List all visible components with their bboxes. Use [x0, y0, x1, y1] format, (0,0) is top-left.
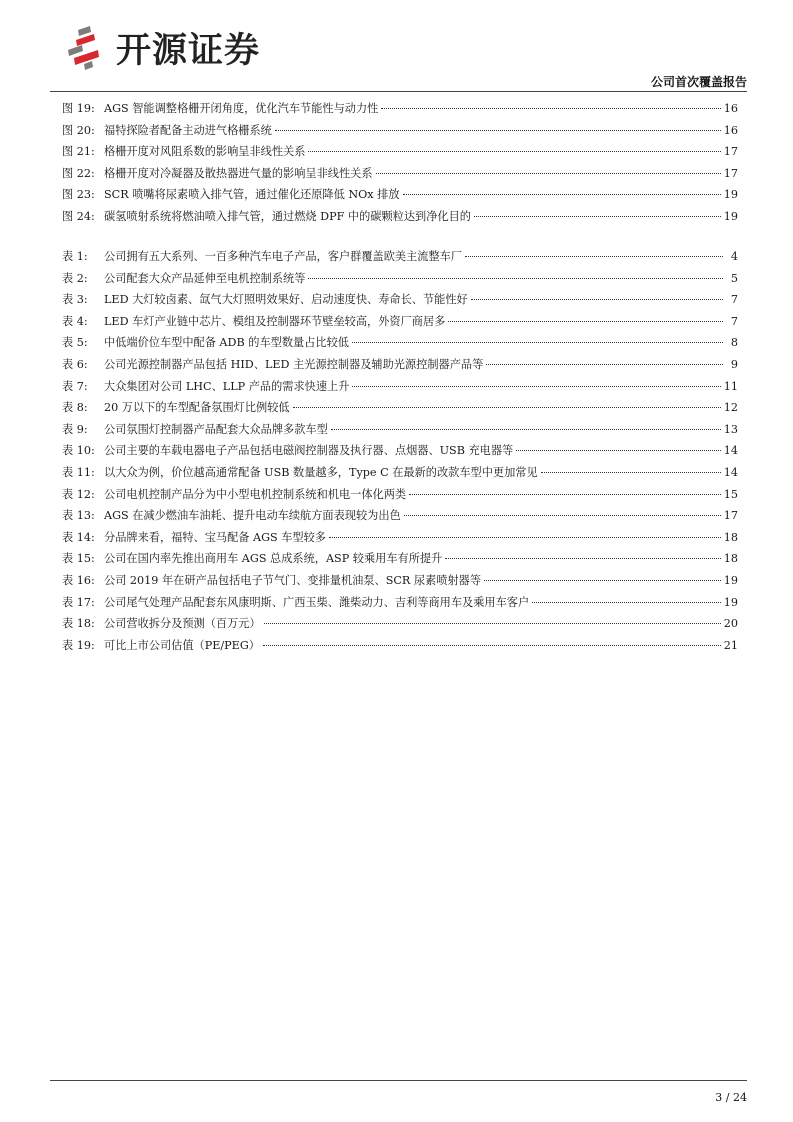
table-title: LED 车灯产业链中芯片、模组及控制器环节壁垒较高，外资厂商居多: [104, 314, 446, 328]
table-entry[interactable]: [62, 484, 738, 506]
table-number: 表 16:: [62, 573, 95, 587]
table-number: 表 9:: [62, 422, 88, 436]
table-entry[interactable]: [62, 311, 738, 333]
brand-logo: [62, 24, 260, 72]
dot-leader: [352, 386, 720, 387]
table-number: 表 14:: [62, 530, 95, 544]
table-entry[interactable]: [62, 592, 738, 614]
table-number: 表 15:: [62, 552, 95, 566]
figure-entry[interactable]: [62, 184, 738, 206]
table-number: 表 8:: [62, 401, 88, 415]
dot-leader: [471, 299, 723, 300]
table-entry[interactable]: [62, 354, 738, 376]
table-page-number: 7: [730, 314, 738, 328]
table-entry[interactable]: [62, 246, 738, 268]
table-page-number: 19: [723, 573, 738, 587]
table-page-number: 14: [723, 465, 738, 479]
dot-leader: [275, 130, 721, 131]
table-title: 分品牌来看，福特、宝马配备 AGS 车型较多: [104, 530, 326, 544]
table-title: 公司主要的车载电器电子产品包括电磁阀控制器及执行器、点烟器、USB 充电器等: [104, 444, 514, 458]
table-page-number: 13: [723, 422, 738, 436]
dot-leader: [308, 151, 720, 152]
dot-leader: [352, 342, 723, 343]
table-page-number: 19: [723, 595, 738, 609]
figure-entry[interactable]: [62, 120, 738, 142]
dot-leader: [403, 194, 721, 195]
dot-leader: [376, 173, 721, 174]
dot-leader: [484, 580, 721, 581]
table-title: 公司氛围灯控制器产品配套大众品牌多款车型: [104, 422, 328, 436]
table-title: 公司营收拆分及预测（百万元）: [104, 617, 261, 631]
table-number: 表 7:: [62, 379, 88, 393]
table-entry[interactable]: [62, 462, 738, 484]
figure-entry[interactable]: [62, 206, 738, 228]
table-title: 公司配套大众产品延伸至电机控制系统等: [104, 271, 306, 285]
table-number: 表 18:: [62, 617, 95, 631]
dot-leader: [308, 278, 723, 279]
figure-title: 格栅开度对风阻系数的影响呈非线性关系: [104, 145, 306, 159]
table-entry[interactable]: [62, 332, 738, 354]
table-entry[interactable]: [62, 548, 738, 570]
dot-leader: [448, 321, 723, 322]
table-title: 公司在国内率先推出商用车 AGS 总成系统，ASP 较乘用车有所提升: [104, 552, 443, 566]
table-entry[interactable]: [62, 570, 738, 592]
table-entry[interactable]: [62, 376, 738, 398]
table-page-number: 8: [730, 336, 738, 350]
table-title: AGS 在减少燃油车油耗、提升电动车续航方面表现较为出色: [104, 509, 401, 523]
table-entry[interactable]: [62, 440, 738, 462]
figure-entry[interactable]: [62, 141, 738, 163]
table-entry[interactable]: [62, 419, 738, 441]
table-page-number: 18: [723, 552, 738, 566]
table-number: 表 13:: [62, 509, 95, 523]
dot-leader: [465, 256, 723, 257]
figure-page-number: 19: [723, 188, 738, 202]
figure-number: 图 21:: [62, 145, 95, 159]
table-list: [62, 246, 738, 656]
table-page-number: 21: [723, 638, 738, 652]
table-page-number: 12: [723, 401, 738, 415]
table-number: 表 17:: [62, 595, 95, 609]
table-number: 表 5:: [62, 336, 88, 350]
table-page-number: 9: [730, 357, 738, 371]
figure-title: 格栅开度对冷凝器及散热器进气量的影响呈非线性关系: [104, 166, 373, 180]
figure-page-number: 17: [723, 166, 738, 180]
dot-leader: [293, 407, 721, 408]
table-number: 表 6:: [62, 357, 88, 371]
figure-title: 碳氢喷射系统将燃油喷入排气管，通过燃烧 DPF 中的碳颗粒达到净化目的: [104, 209, 471, 223]
table-page-number: 7: [730, 293, 738, 307]
table-title: 可比上市公司估值（PE/PEG）: [104, 638, 260, 652]
table-number: 表 10:: [62, 444, 95, 458]
table-title: LED 大灯较卤素、氙气大灯照明效果好、启动速度快、寿命长、节能性好: [104, 293, 468, 307]
table-title: 大众集团对公司 LHC、LLP 产品的需求快速上升: [104, 379, 350, 393]
dot-leader: [409, 494, 721, 495]
dot-leader: [474, 216, 721, 217]
table-title: 20 万以下的车型配备氛围灯比例较低: [104, 401, 290, 415]
table-page-number: 14: [723, 444, 738, 458]
table-number: 表 2:: [62, 271, 88, 285]
figure-entry[interactable]: [62, 98, 738, 120]
footer-divider: [50, 1080, 747, 1081]
table-title: 中低端价位车型中配备 ADB 的车型数量占比较低: [104, 336, 349, 350]
table-number: 表 11:: [62, 465, 95, 479]
dot-leader: [264, 623, 721, 624]
table-page-number: 18: [723, 530, 738, 544]
dot-leader: [516, 450, 721, 451]
figure-page-number: 17: [723, 145, 738, 159]
table-entry[interactable]: [62, 268, 738, 290]
brand-name: 开源证券: [116, 31, 261, 71]
table-entry[interactable]: [62, 635, 738, 657]
figure-number: 图 23:: [62, 188, 95, 202]
figure-number: 图 24:: [62, 209, 95, 223]
dot-leader: [486, 364, 723, 365]
table-page-number: 4: [730, 250, 738, 263]
table-number: 表 1:: [62, 250, 88, 263]
table-page-number: 17: [723, 509, 738, 523]
table-title: 公司电机控制产品分为中小型电机控制系统和机电一体化两类: [104, 487, 407, 501]
figure-title: AGS 智能调整格栅开闭角度，优化汽车节能性与动力性: [104, 102, 379, 115]
table-entry[interactable]: [62, 613, 738, 635]
table-title: 以大众为例，价位越高通常配备 USB 数量越多，Type C 在最新的改款车型中更加常见: [104, 465, 538, 479]
figure-number: 图 19:: [62, 102, 95, 115]
figure-title: SCR 喷嘴将尿素喷入排气管，通过催化还原降低 NOx 排放: [104, 188, 400, 202]
table-title: 公司光源控制器产品包括 HID、LED 主光源控制器及辅助光源控制器产品等: [104, 357, 484, 371]
table-number: 表 19:: [62, 638, 95, 652]
header-divider: [50, 91, 747, 92]
table-page-number: 11: [723, 379, 738, 393]
dot-leader: [541, 472, 721, 473]
figure-title: 福特探险者配备主动进气格栅系统: [104, 123, 272, 137]
table-title: 公司 2019 年在研产品包括电子节气门、变排量机油泵、SCR 尿素喷射器等: [104, 573, 482, 587]
dot-leader: [404, 515, 721, 516]
table-entry[interactable]: [62, 505, 738, 527]
figure-number: 图 22:: [62, 166, 95, 180]
figure-page-number: 16: [723, 102, 738, 115]
table-page-number: 20: [723, 617, 738, 631]
table-page-number: 5: [730, 271, 738, 285]
table-entry[interactable]: [62, 527, 738, 549]
brand-logo-icon: [62, 24, 110, 72]
table-entry[interactable]: [62, 397, 738, 419]
figure-number: 图 20:: [62, 123, 95, 137]
dot-leader: [381, 108, 720, 109]
figure-entry[interactable]: [62, 163, 738, 185]
table-title: 公司拥有五大系列、一百多种汽车电子产品，客户群覆盖欧美主流整车厂: [104, 250, 463, 263]
table-page-number: 15: [723, 487, 738, 501]
page-indicator: 3 / 24: [715, 1091, 747, 1104]
dot-leader: [532, 602, 721, 603]
figure-page-number: 19: [723, 209, 738, 223]
dot-leader: [331, 429, 721, 430]
table-number: 表 12:: [62, 487, 95, 501]
table-number: 表 3:: [62, 293, 88, 307]
table-number: 表 4:: [62, 314, 88, 328]
dot-leader: [263, 645, 721, 646]
table-title: 公司尾气处理产品配套东风康明斯、广西玉柴、潍柴动力、吉利等商用车及乘用车客户: [104, 595, 530, 609]
dot-leader: [329, 537, 721, 538]
table-entry[interactable]: [62, 289, 738, 311]
report-type-label: 公司首次覆盖报告: [650, 75, 747, 89]
figure-list: [62, 98, 738, 228]
dot-leader: [445, 558, 720, 559]
figure-page-number: 16: [723, 123, 738, 137]
